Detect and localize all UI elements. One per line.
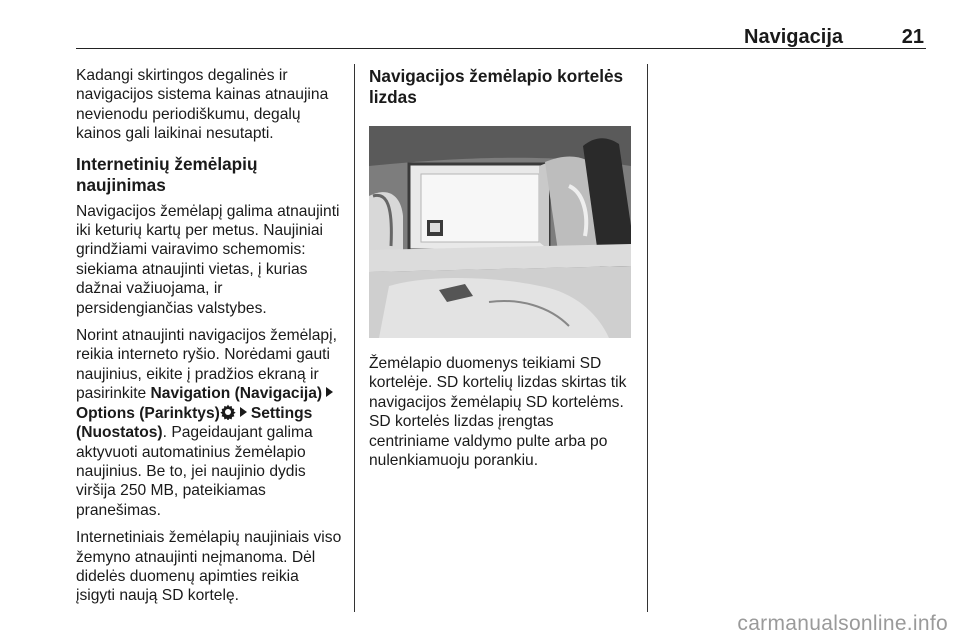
header-title: Navigacija [744, 26, 843, 48]
intro-paragraph: Kadangi skirtingos degalinės ir navigacijos sistema kainas atnaujina nevienodu periodiškumu, degalų kainos gali laikinai nesutapti. [76, 67, 329, 143]
left-column [76, 66, 342, 614]
paragraph-sd-card: Žemėlapio duomenys teikiami SD kortelėje. SD kortelių lizdas skirtas tik navigacijos žemėlapių SD kortelėms. SD kortelės lizdas įrengtas centriniame valdymo pulte arba po nulenkiamuoju porankiu. [369, 355, 627, 470]
menu-options-label: Options (Parinktys) [76, 404, 220, 422]
page-number: 21 [901, 26, 924, 48]
column-divider-right [647, 64, 648, 612]
section-heading-sd-slot: Navigacijos žemėlapio kortelės lizdas [369, 66, 624, 107]
paragraph-limitation: Internetiniais žemėlapių naujiniais viso žemyno atnaujinti neįmanoma. Dėl didelės duomenų apimties reikia įsigyti naują SD kortelę. [76, 529, 342, 605]
right-column [369, 66, 637, 478]
section-heading-online-updates: Internetinių žemėlapių naujinimas [76, 153, 258, 195]
arrow-right-icon [240, 407, 247, 417]
paragraph-update-instructions: Norint atnaujinti navigacijos žemėlapį, reikia interneto ryšio. Norėdami gauti naujinius, eikite į pradžios ekraną ir pasirinkite Navigation (Navigacija)Options (Parinktys) Settings (Nuostatos). Pageidaujant galima aktyvuoti automatinius žemėlapio naujinius. Be to, jei naujinio dydis viršija 250 MB, pateikiamas pranešimas. [76, 327, 337, 519]
gear-icon [220, 404, 236, 420]
page-header [76, 26, 926, 49]
instructions-text: Norint atnaujinti navigacijos žemėlapį, reikia interneto ryšio. Norėdami gauti naujinius, eikite į pradžios ekraną ir pasirinkite [76, 327, 337, 403]
column-divider-left [354, 64, 355, 612]
site-watermark: carmanualsonline.info [737, 612, 948, 635]
sd-card-slot-photo [369, 126, 631, 338]
auto-update-text: Pageidaujant galima aktyvuoti automatinius žemėlapio naujinius. Be to, jei naujinio dydis viršija 250 MB, pateikiamas pranešimas. [76, 424, 313, 519]
menu-navigation-label: Navigation (Navigacija) [150, 385, 323, 403]
paragraph-update-frequency: Navigacijos žemėlapį galima atnaujinti iki keturių kartų per metus. Naujiniai grindžiami vairavimo schemomis: siekiama atnaujinti vietas, į kurias dažnai važiuojama, ir persidengiančias valstybes. [76, 202, 340, 317]
menu-settings-label: Settings (Nuostatos) [76, 404, 313, 442]
arrow-right-icon [326, 387, 333, 397]
